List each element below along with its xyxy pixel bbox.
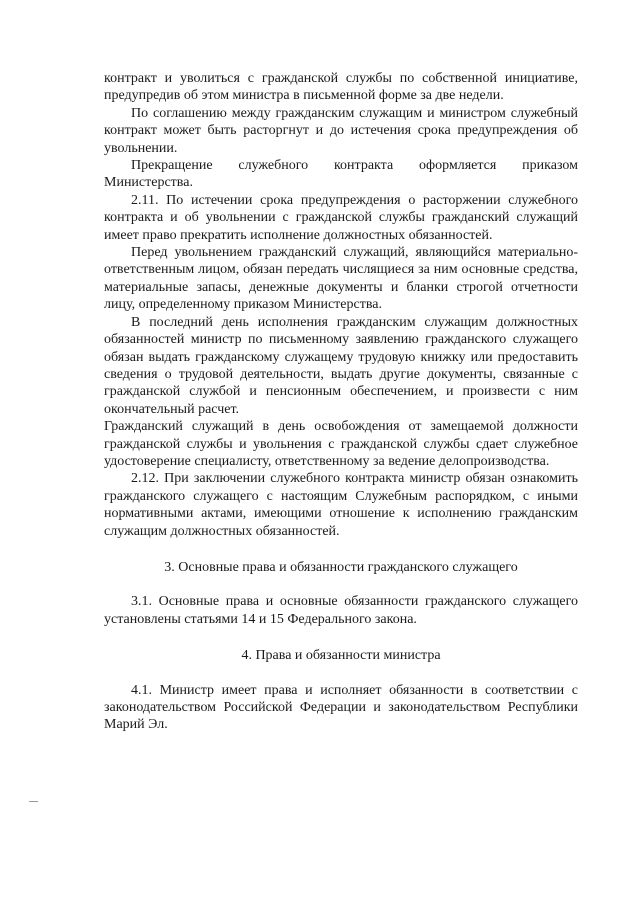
paragraph-continuation: контракт и уволиться с гражданской службы по собственной инициативе, предупредив об этом министра в письменной форме за две недели. xyxy=(104,71,578,104)
paragraph-2-12: 2.12. При заключении служебного контракта министр обязан ознакомить гражданского служащего с настоящим Служебным распорядком, с иными нормативными актами, имеющими отношение к исполнению гражданским служащим должностных обязанностей. xyxy=(104,471,578,539)
paragraph-material-responsibility: Перед увольнением гражданский служащий, являющийся материально-ответственным лицом, обязан передать числящиеся за ним основные средства, материальные запасы, денежные документы и бланки строгой отчетности лицу, определенному приказом Министерства. xyxy=(104,245,578,313)
paragraph-id-card: Гражданский служащий в день освобождения от замещаемой должности гражданской службы и увольнения с гражданской службы сдает служебное удостоверение специалисту, ответственному за ведение делопроизводства. xyxy=(104,419,578,469)
paragraph-agreement: По соглашению между гражданским служащим и министром служебный контракт может быть расторгнут и до истечения срока предупреждения об увольнении. xyxy=(104,105,578,156)
paragraph-3-1: 3.1. Основные права и основные обязанности гражданского служащего установлены статьями 14 и 15 Федерального закона. xyxy=(104,594,578,627)
paragraph-2-11: 2.11. По истечении срока предупреждения о расторжении служебного контракта и об увольнении с гражданской службы гражданский служащий имеет право прекратить исполнение должностных обязанностей. xyxy=(104,192,578,243)
section-4-heading: 4. Права и обязанности министра xyxy=(241,648,441,664)
document-page xyxy=(104,70,578,734)
paragraph-termination-order: Прекращение служебного контракта оформляется приказом Министерства. xyxy=(104,158,578,191)
margin-mark xyxy=(29,801,38,802)
section-3-heading: 3. Основные права и обязанности гражданского служащего xyxy=(164,559,518,575)
paragraph-last-day: В последний день исполнения гражданским служащим должностных обязанностей министр по письменному заявлению гражданского служащего обязан выдать гражданскому служащему трудовую книжку или предоставить сведения о трудовой деятельности, выдать другие документы, связанные с гражданской службой и пенсионным обеспечением, и произвести с ним окончательный расчет. xyxy=(104,314,578,417)
paragraph-4-1: 4.1. Министр имеет права и исполняет обязанности в соответствии с законодательством Российской Федерации и законодательством Республики Марий Эл. xyxy=(104,682,578,733)
